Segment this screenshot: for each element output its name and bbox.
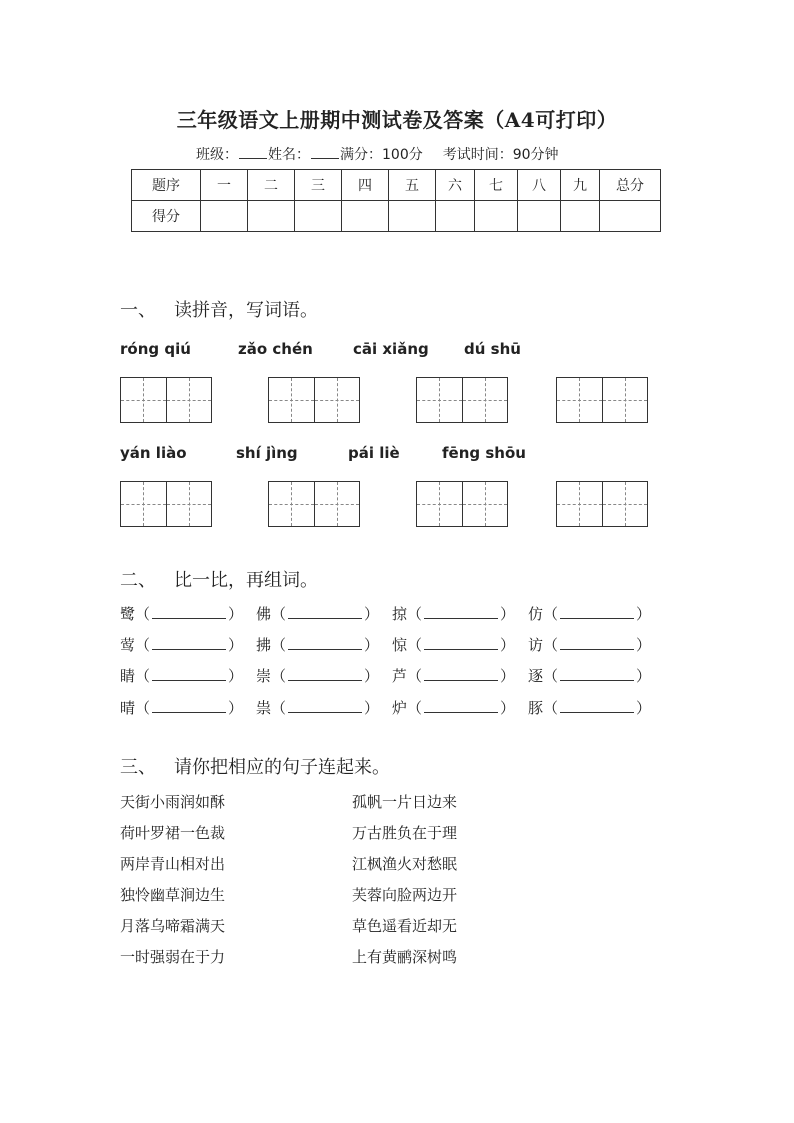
pinyin: pái liè bbox=[348, 444, 400, 462]
compare-char: 掠 bbox=[392, 605, 408, 623]
compare-char: 逐 bbox=[528, 667, 544, 685]
pinyin: shí jìng bbox=[236, 444, 298, 462]
right-sentence[interactable]: 草色遥看近却无 bbox=[352, 917, 458, 935]
full-score: 满分：100分 bbox=[340, 147, 423, 163]
left-sentence[interactable]: 两岸青山相对出 bbox=[120, 855, 226, 873]
score-cell[interactable] bbox=[600, 201, 661, 232]
score-cell[interactable] bbox=[389, 201, 436, 232]
name-blank[interactable] bbox=[311, 146, 339, 159]
writing-grid[interactable] bbox=[416, 377, 508, 423]
compare-item: 拂（ ） bbox=[256, 636, 380, 654]
answer-blank[interactable] bbox=[560, 668, 634, 681]
compare-item: 芦（ ） bbox=[392, 667, 516, 685]
answer-blank[interactable] bbox=[152, 637, 226, 650]
answer-blank[interactable] bbox=[288, 700, 362, 713]
writing-grid[interactable] bbox=[120, 481, 212, 527]
compare-item: 掠（ ） bbox=[392, 605, 516, 623]
compare-char: 祟 bbox=[256, 699, 272, 717]
writing-grid[interactable] bbox=[120, 377, 212, 423]
compare-char: 晴 bbox=[120, 699, 136, 717]
header-cell: 七 bbox=[475, 170, 518, 201]
answer-blank[interactable] bbox=[424, 668, 498, 681]
header-cell: 五 bbox=[389, 170, 436, 201]
section3-heading bbox=[120, 753, 390, 779]
exam-info bbox=[196, 144, 559, 164]
compare-char: 莺 bbox=[120, 636, 136, 654]
score-cell[interactable] bbox=[295, 201, 342, 232]
compare-item: 晴（ ） bbox=[120, 699, 244, 717]
header-cell: 八 bbox=[518, 170, 561, 201]
compare-item: 逐（ ） bbox=[528, 667, 652, 685]
name-label: 姓名： bbox=[268, 147, 310, 163]
answer-blank[interactable] bbox=[560, 700, 634, 713]
right-sentence[interactable]: 孤帆一片日边来 bbox=[352, 793, 458, 811]
section2-number: 二、 bbox=[120, 570, 156, 591]
writing-grid[interactable] bbox=[416, 481, 508, 527]
left-sentence[interactable]: 月落乌啼霜满天 bbox=[120, 917, 226, 935]
writing-grid[interactable] bbox=[268, 481, 360, 527]
compare-char: 芦 bbox=[392, 667, 408, 685]
section1-number: 一、 bbox=[120, 300, 156, 321]
compare-char: 炉 bbox=[392, 699, 408, 717]
score-cell[interactable] bbox=[475, 201, 518, 232]
section3-number: 三、 bbox=[120, 757, 156, 778]
compare-char: 仿 bbox=[528, 605, 544, 623]
score-cell[interactable] bbox=[342, 201, 389, 232]
score-cell[interactable] bbox=[561, 201, 600, 232]
compare-item: 炉（ ） bbox=[392, 699, 516, 717]
header-cell: 二 bbox=[248, 170, 295, 201]
answer-blank[interactable] bbox=[152, 606, 226, 619]
right-sentence[interactable]: 江枫渔火对愁眠 bbox=[352, 855, 458, 873]
header-cell: 三 bbox=[295, 170, 342, 201]
pinyin: dú shū bbox=[464, 340, 521, 358]
compare-item: 祟（ ） bbox=[256, 699, 380, 717]
score-table bbox=[131, 169, 661, 232]
header-cell: 题序 bbox=[132, 170, 201, 201]
section2-title: 比一比，再组词。 bbox=[174, 570, 318, 591]
score-table-score-row bbox=[132, 201, 661, 232]
answer-blank[interactable] bbox=[424, 606, 498, 619]
compare-item: 访（ ） bbox=[528, 636, 652, 654]
header-cell: 四 bbox=[342, 170, 389, 201]
section1-heading bbox=[120, 296, 318, 322]
header-cell: 总分 bbox=[600, 170, 661, 201]
left-sentence[interactable]: 天街小雨润如酥 bbox=[120, 793, 226, 811]
pinyin: róng qiú bbox=[120, 340, 191, 358]
answer-blank[interactable] bbox=[560, 637, 634, 650]
pinyin: zǎo chén bbox=[238, 340, 313, 358]
right-sentence[interactable]: 上有黄鹂深树鸣 bbox=[352, 948, 458, 966]
writing-grid[interactable] bbox=[556, 481, 648, 527]
section1-title: 读拼音，写词语。 bbox=[174, 300, 318, 321]
answer-blank[interactable] bbox=[152, 668, 226, 681]
header-cell: 一 bbox=[201, 170, 248, 201]
header-cell: 九 bbox=[561, 170, 600, 201]
compare-char: 崇 bbox=[256, 667, 272, 685]
right-sentence[interactable]: 万古胜负在于理 bbox=[352, 824, 458, 842]
left-sentence[interactable]: 荷叶罗裙一色裁 bbox=[120, 824, 226, 842]
score-table-header-row bbox=[132, 170, 661, 201]
answer-blank[interactable] bbox=[424, 700, 498, 713]
answer-blank[interactable] bbox=[288, 606, 362, 619]
writing-grid[interactable] bbox=[556, 377, 648, 423]
compare-item: 仿（ ） bbox=[528, 605, 652, 623]
row-label: 得分 bbox=[132, 201, 201, 232]
pinyin: fēng shōu bbox=[442, 444, 526, 462]
compare-item: 莺（ ） bbox=[120, 636, 244, 654]
left-sentence[interactable]: 一时强弱在于力 bbox=[120, 948, 226, 966]
pinyin: yán liào bbox=[120, 444, 187, 462]
compare-item: 鹭（ ） bbox=[120, 605, 244, 623]
compare-char: 惊 bbox=[392, 636, 408, 654]
left-sentence[interactable]: 独怜幽草涧边生 bbox=[120, 886, 226, 904]
pinyin: cāi xiǎng bbox=[353, 340, 429, 358]
compare-char: 鹭 bbox=[120, 605, 136, 623]
answer-blank[interactable] bbox=[152, 700, 226, 713]
compare-item: 惊（ ） bbox=[392, 636, 516, 654]
score-cell[interactable] bbox=[248, 201, 295, 232]
section3-title: 请你把相应的句子连起来。 bbox=[174, 757, 390, 778]
compare-item: 佛（ ） bbox=[256, 605, 380, 623]
score-cell[interactable] bbox=[436, 201, 475, 232]
class-label: 班级： bbox=[196, 147, 238, 163]
writing-grid[interactable] bbox=[268, 377, 360, 423]
compare-char: 访 bbox=[528, 636, 544, 654]
compare-char: 豚 bbox=[528, 699, 544, 717]
class-blank[interactable] bbox=[239, 146, 267, 159]
section2-heading bbox=[120, 566, 318, 592]
page-title: 三年级语文上册期中测试卷及答案（A4可打印） bbox=[176, 108, 618, 132]
compare-char: 睛 bbox=[120, 667, 136, 685]
answer-blank[interactable] bbox=[560, 606, 634, 619]
compare-item: 崇（ ） bbox=[256, 667, 380, 685]
score-cell[interactable] bbox=[518, 201, 561, 232]
answer-blank[interactable] bbox=[288, 668, 362, 681]
exam-time: 考试时间：90分钟 bbox=[442, 147, 559, 163]
compare-item: 豚（ ） bbox=[528, 699, 652, 717]
answer-blank[interactable] bbox=[424, 637, 498, 650]
score-cell[interactable] bbox=[201, 201, 248, 232]
compare-char: 佛 bbox=[256, 605, 272, 623]
compare-char: 拂 bbox=[256, 636, 272, 654]
answer-blank[interactable] bbox=[288, 637, 362, 650]
right-sentence[interactable]: 芙蓉向脸两边开 bbox=[352, 886, 458, 904]
header-cell: 六 bbox=[436, 170, 475, 201]
compare-item: 睛（ ） bbox=[120, 667, 244, 685]
